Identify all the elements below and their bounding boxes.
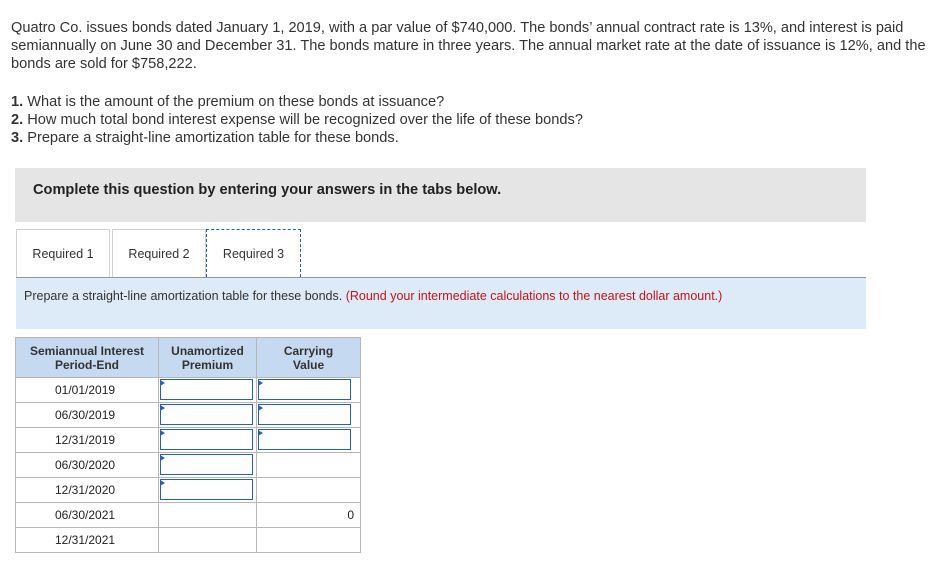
- table-row: [16, 528, 361, 553]
- input-marker-icon: [160, 455, 165, 461]
- period-date: 12/31/2020: [16, 478, 159, 503]
- amortization-table: [15, 337, 361, 553]
- empty-cell: [159, 503, 257, 528]
- premium-input[interactable]: [160, 429, 253, 450]
- premium-input[interactable]: [160, 379, 253, 400]
- period-date: 12/31/2021: [16, 528, 159, 553]
- premium-value: 0: [257, 503, 361, 528]
- input-marker-icon: [160, 405, 165, 411]
- premium-input[interactable]: [160, 454, 253, 475]
- instruction-text: Complete this question by entering your answers in the tabs below.: [33, 182, 502, 198]
- empty-cell: [159, 528, 257, 553]
- table-row: [16, 428, 361, 453]
- empty-cell: [257, 528, 361, 553]
- period-date: 06/30/2020: [16, 453, 159, 478]
- table-row: [16, 503, 361, 528]
- premium-input[interactable]: [160, 479, 253, 500]
- table-row: [16, 478, 361, 503]
- header-unamortized-premium: Unamortized Premium: [159, 338, 257, 378]
- input-marker-icon: [258, 430, 263, 436]
- header-carrying-value: Carrying Value: [257, 338, 361, 378]
- period-date: 01/01/2019: [16, 378, 159, 403]
- carrying-value-input[interactable]: [258, 429, 351, 450]
- tab-required-2[interactable]: Required 2: [112, 229, 206, 277]
- tab-required-1[interactable]: Required 1: [16, 229, 110, 277]
- question-2: 2. How much total bond interest expense will be recognized over the life of these bonds?: [11, 112, 583, 128]
- tab-required-3[interactable]: Required 3: [206, 229, 301, 277]
- header-period-end: Semiannual Interest Period-End: [16, 338, 159, 378]
- carrying-value-input[interactable]: [258, 404, 351, 425]
- empty-cell: [257, 453, 361, 478]
- input-marker-icon: [258, 405, 263, 411]
- period-date: 06/30/2019: [16, 403, 159, 428]
- carrying-value-input[interactable]: [258, 379, 351, 400]
- table-row: [16, 378, 361, 403]
- input-marker-icon: [160, 480, 165, 486]
- period-date: 12/31/2019: [16, 428, 159, 453]
- task-prompt: [16, 278, 866, 329]
- period-date: 06/30/2021: [16, 503, 159, 528]
- empty-cell: [257, 478, 361, 503]
- instruction-banner: [15, 168, 866, 222]
- question-1: 1. What is the amount of the premium on these bonds at issuance?: [11, 94, 445, 110]
- problem-statement: Quatro Co. issues bonds dated January 1, 2019, with a par value of $740,000. The bonds’ annual contract rate is 13%, and interest is paid semiannually on June 30 and December 31. The bonds mature in three years. The annual market rate at the date of issuance is 12%, and the bonds are sold for $758,222.: [11, 20, 926, 72]
- premium-input[interactable]: [160, 404, 253, 425]
- table-row: [16, 403, 361, 428]
- question-3: 3. Prepare a straight-line amortization table for these bonds.: [11, 130, 399, 146]
- rounding-note: (Round your intermediate calculations to the nearest dollar amount.): [345, 289, 723, 303]
- input-marker-icon: [160, 380, 165, 386]
- input-marker-icon: [258, 380, 263, 386]
- task-text: Prepare a straight-line amortization table for these bonds.: [24, 289, 343, 303]
- input-marker-icon: [160, 430, 165, 436]
- question-list: [11, 93, 937, 147]
- table-row: [16, 453, 361, 478]
